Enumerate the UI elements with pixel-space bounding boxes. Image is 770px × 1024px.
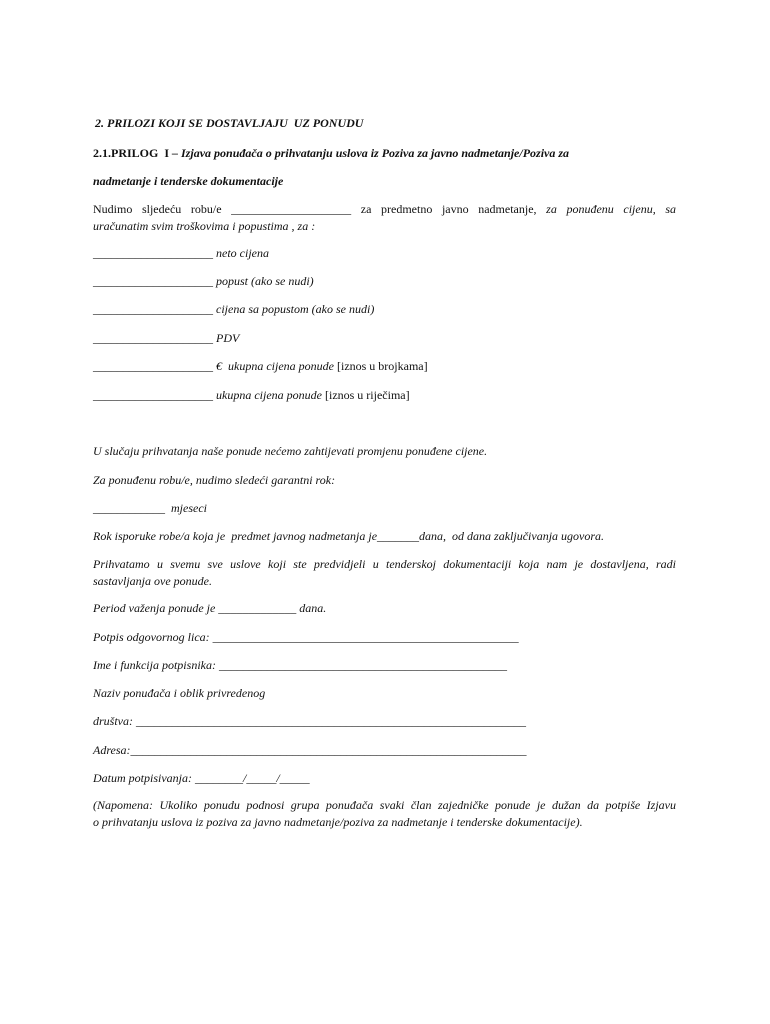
intro-italic-text: za ponuđenu cijenu, sa <box>546 202 676 216</box>
price-label: PDV <box>213 331 240 345</box>
price-change-statement: U slučaju prihvatanja naše ponude nećemo zahtijevati promjenu ponuđene cijene. <box>93 444 488 458</box>
price-row-discount <box>93 273 314 289</box>
price-label: neto cijena <box>213 246 269 260</box>
prilog-title-line1 <box>93 145 569 161</box>
intro-line2: uračunatim svim troškovima i popustima , za : <box>93 219 316 233</box>
price-row-total-figures <box>93 358 428 374</box>
validity-statement: Period važenja ponude je _____________ dana. <box>93 601 327 615</box>
price-label: € ukupna cijena ponude <box>213 359 334 373</box>
price-label-note: [iznos u brojkama] <box>333 359 428 373</box>
acceptance-line1: Prihvatamo u svemu sve uslove koji ste predvidjeli u tenderskoj dokumentaciji koja nam je dostavljena, radi <box>93 557 676 571</box>
acceptance-line2: sastavljanja ove ponude. <box>93 574 212 588</box>
responsible-person-signature: Potpis odgovornog lica: ___________________________________________________ <box>93 630 519 644</box>
price-row-vat <box>93 330 239 346</box>
intro-line1 <box>93 201 676 218</box>
prilog-number: 2.1.PRILOG I <box>93 146 170 160</box>
signer-name-field: Ime i funkcija potpisnika: ________________________________________________ <box>93 658 507 672</box>
price-label: ukupna cijena ponude <box>213 388 322 402</box>
intro-paragraph <box>93 201 676 235</box>
signing-date-field: Datum potpisivanja: ________/_____/_____ <box>93 771 310 785</box>
price-blank: ____________________ <box>93 274 213 288</box>
warranty-intro: Za ponuđenu robu/e, nudimo sledeći garantni rok: <box>93 473 336 487</box>
price-row-discounted <box>93 301 374 317</box>
price-blank: ____________________ <box>93 359 213 373</box>
price-blank: ____________________ <box>93 388 213 402</box>
acceptance-paragraph <box>93 556 676 590</box>
price-blank: ____________________ <box>93 302 213 316</box>
prilog-title: – Izjava ponuđača o prihvatanju uslova iz Poziva za javno nadmetanje/Poziva za <box>169 146 570 160</box>
section-heading: 2. PRILOZI KOJI SE DOSTAVLJAJU UZ PONUDU <box>95 116 364 130</box>
price-row-total-words <box>93 387 410 403</box>
price-label: popust (ako se nudi) <box>213 274 314 288</box>
price-label: cijena sa popustom (ako se nudi) <box>213 302 375 316</box>
note-line1: (Napomena: Ukoliko ponudu podnosi grupa ponuđača svaki član zajedničke ponude je dužan da potpiše Izjavu <box>93 798 676 812</box>
company-name-label: Naziv ponuđača i oblik privredenog <box>93 686 266 700</box>
intro-text: Nudimo sljedeću robu/e ____________________ za predmetno javno nadmetanje, <box>93 202 547 216</box>
prilog-title-line2: nadmetanje i tenderske dokumentacije <box>93 174 284 188</box>
price-row-net <box>93 245 269 261</box>
address-field: Adresa:__________________________________________________________________ <box>93 743 527 757</box>
note-line2: o prihvatanju uslova iz poziva za javno nadmetanje/poziva za nadmetanje i tenderske dokumentacije). <box>93 815 583 829</box>
delivery-statement: Rok isporuke robe/a koja je predmet javnog nadmetanja je_______dana, od dana zaključivanja ugovora. <box>93 529 605 543</box>
price-blank: ____________________ <box>93 331 213 345</box>
price-label-note: [iznos u riječima] <box>321 388 410 402</box>
company-type-field: društva: _________________________________________________________________ <box>93 714 526 728</box>
warranty-blank: ____________ mjeseci <box>93 501 207 515</box>
price-blank: ____________________ <box>93 246 213 260</box>
note-paragraph <box>93 797 676 831</box>
